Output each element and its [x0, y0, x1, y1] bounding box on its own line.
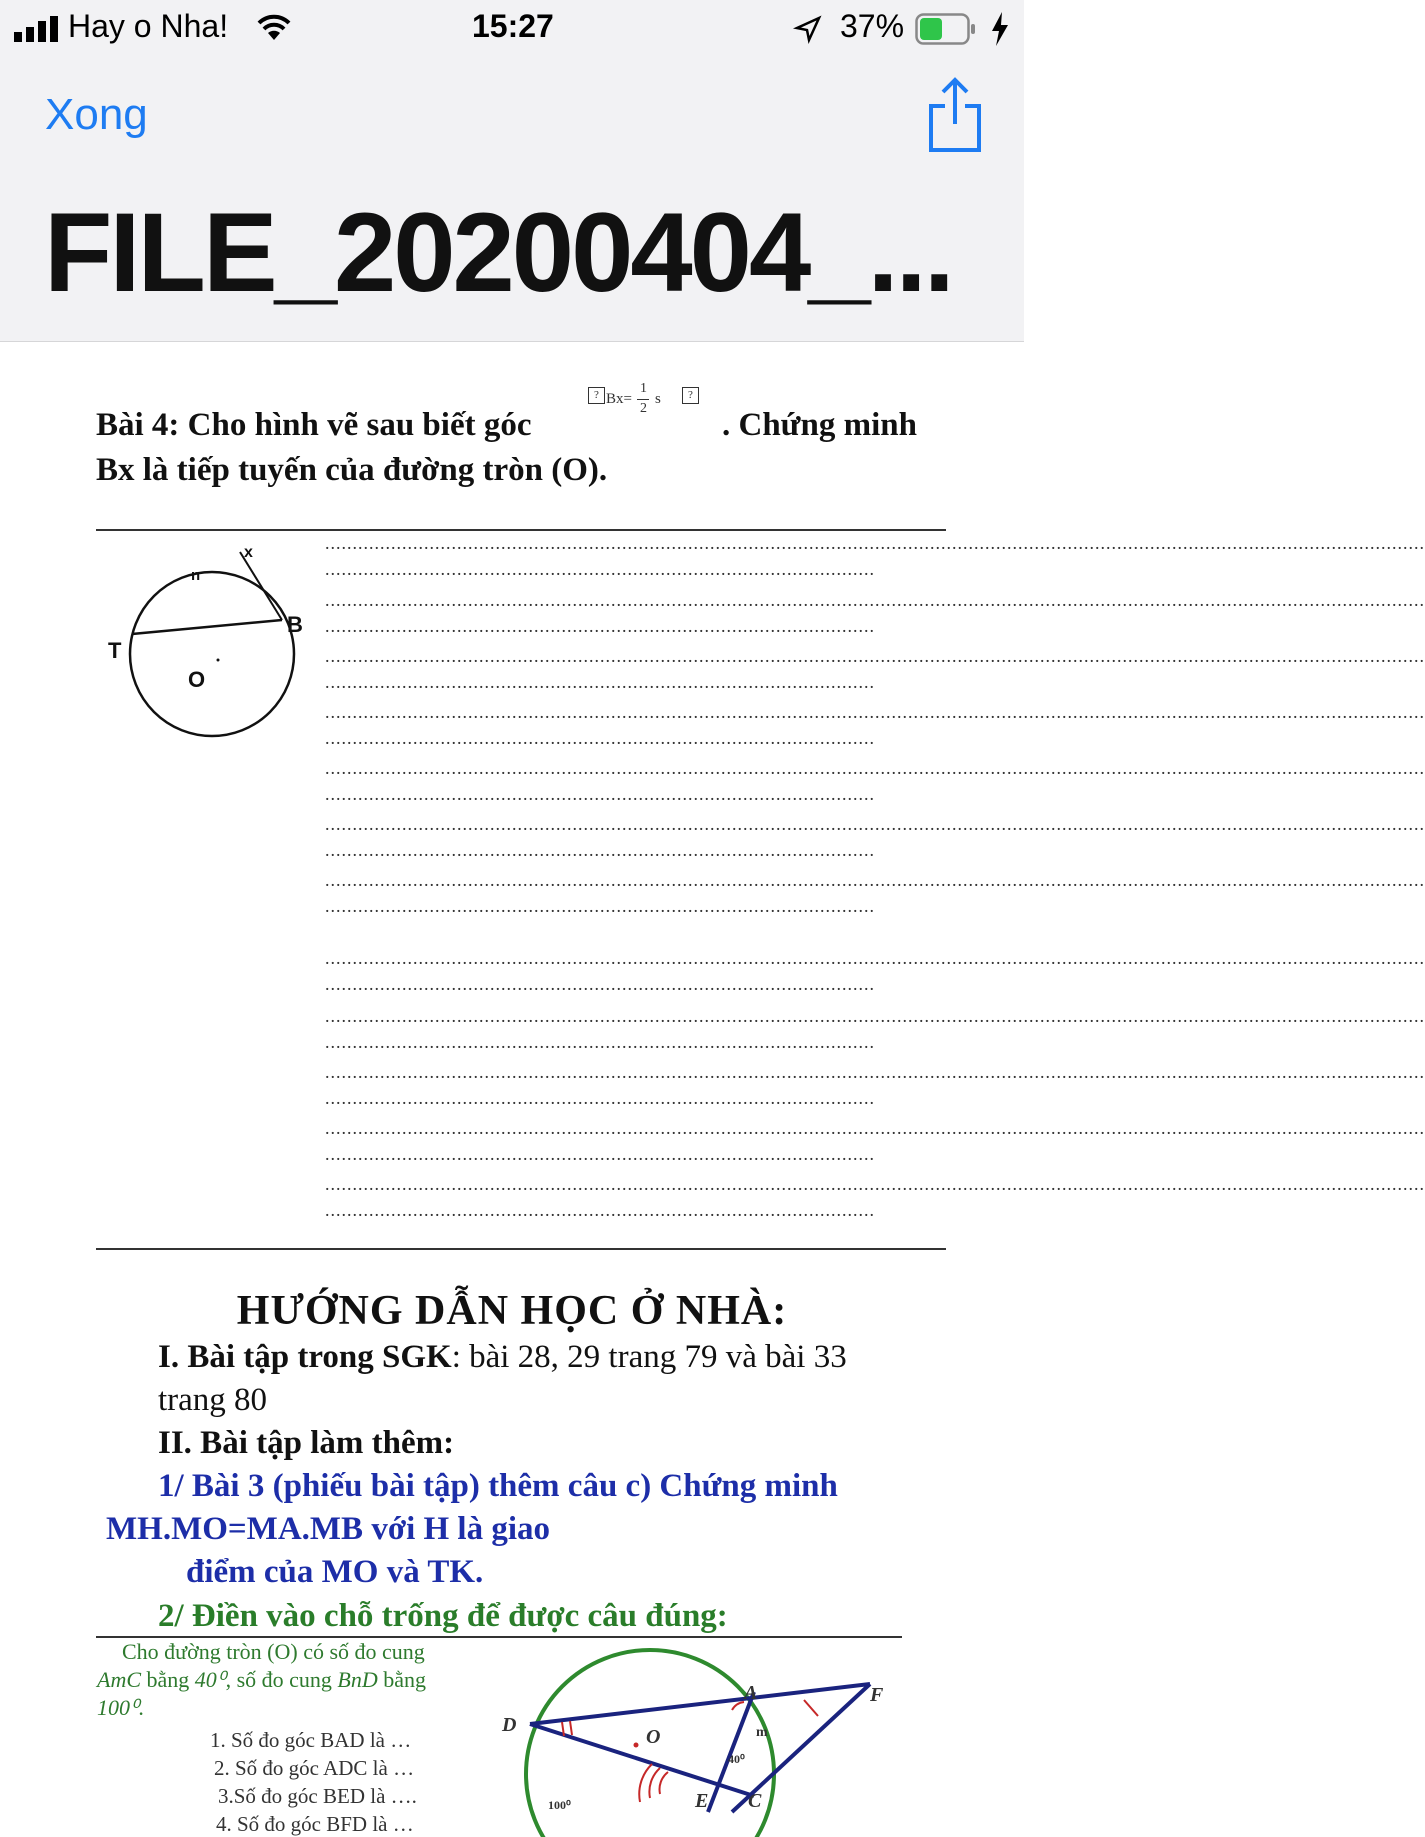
exercise-1-line-1: 1/ Bài 3 (phiếu bài tập) thêm câu c) Chứng minh [158, 1468, 838, 1504]
fig2-label-c: C [748, 1790, 762, 1812]
dotted-line-short: .................................................................................................... [325, 672, 875, 692]
text-so-do-cung: , số đo cung [225, 1667, 338, 1692]
dotted-line: ........................................................................................................................................................................................................ [325, 814, 1425, 834]
divider-exercise [96, 1636, 902, 1638]
dotted-line-short: .................................................................................................... [325, 616, 875, 636]
dotted-line-short: .................................................................................................... [325, 1144, 875, 1164]
clock: 15:27 [472, 8, 554, 44]
done-button[interactable]: Xong [45, 90, 148, 139]
question-4-text: Cho hình vẽ sau biết góc [179, 407, 532, 443]
dotted-line-short: .................................................................................................... [325, 1200, 875, 1220]
formula-s: s [655, 391, 661, 407]
divider-top [96, 529, 946, 531]
wifi-icon [256, 14, 292, 42]
fig2-label-o: O [646, 1726, 661, 1748]
divider-bottom [96, 1248, 946, 1250]
dotted-line: ........................................................................................................................................................................................................ [325, 533, 1425, 553]
dotted-line: ........................................................................................................................................................................................................ [325, 590, 1425, 610]
formula-den: 2 [640, 401, 647, 416]
share-icon[interactable] [925, 76, 985, 154]
homework-item-1-cont: trang 80 [158, 1382, 268, 1418]
dotted-line: ........................................................................................................................................................................................................ [325, 1062, 1425, 1082]
exercise-1-line-2: MH.MO=MA.MB với H là giao [106, 1511, 551, 1547]
question-4-label: Bài 4: [96, 407, 180, 443]
problem-line-3: 100⁰. [97, 1695, 145, 1720]
status-bar [0, 0, 1024, 58]
fig2-label-100: 100⁰ [548, 1798, 571, 1812]
dotted-line: ........................................................................................................................................................................................................ [325, 1006, 1425, 1026]
dotted-line-short: .................................................................................................... [325, 728, 875, 748]
homework-title: HƯỚNG DẪN HỌC Ở NHÀ: [236, 1288, 788, 1334]
location-icon [795, 16, 821, 42]
fig2-label-f: F [870, 1684, 884, 1706]
broken-image-icon: ? [682, 387, 699, 404]
fill-item-4: 4. Số đo góc BFD là … [216, 1812, 414, 1836]
dotted-line-short: .................................................................................................... [325, 784, 875, 804]
value-40: 40⁰ [194, 1667, 226, 1692]
geometry-figure-2 [500, 1644, 920, 1820]
question-4-line-2: Bx là tiếp tuyến của đường tròn (O). [96, 452, 608, 488]
dotted-line-short: .................................................................................................... [325, 896, 875, 916]
broken-image-icon: ? [588, 387, 605, 404]
formula-bar [637, 399, 649, 400]
label-o: O [188, 667, 206, 692]
nav-bar [0, 58, 1024, 342]
charging-icon [990, 12, 1010, 46]
problem-line-1: Cho đường tròn (O) có số đo cung [122, 1639, 425, 1664]
signal-icon [14, 16, 62, 42]
circle-figure [100, 542, 310, 742]
formula-image [588, 381, 708, 427]
dotted-line-short: .................................................................................................... [325, 1088, 875, 1108]
arc-amc: AmC [97, 1667, 141, 1692]
dotted-line: ........................................................................................................................................................................................................ [325, 1174, 1425, 1194]
formula-num: 1 [640, 381, 647, 396]
fig2-label-m: m [756, 1725, 768, 1740]
fig2-label-40: 40⁰ [728, 1752, 745, 1766]
battery-icon [915, 13, 977, 45]
dotted-line-short: .................................................................................................... [325, 1032, 875, 1052]
dotted-line: ........................................................................................................................................................................................................ [325, 948, 1425, 968]
fill-item-3: 3.Số đo góc BED là …. [218, 1784, 417, 1808]
dotted-line-short: .................................................................................................... [325, 840, 875, 860]
homework-item-2: II. Bài tập làm thêm: [158, 1425, 455, 1461]
problem-line-2 [97, 1667, 426, 1693]
text-bang: bằng [141, 1667, 195, 1692]
page-title: FILE_20200404_... [44, 190, 952, 315]
exercise-1-line-3: điểm của MO và TK. [186, 1554, 484, 1590]
fill-item-1: 1. Số đo góc BAD là … [210, 1728, 412, 1752]
exercise-2-title: 2/ Điền vào chỗ trống để được câu đúng: [158, 1598, 728, 1634]
fig2-label-d: D [502, 1714, 517, 1736]
text-bang-2: bằng [377, 1667, 427, 1692]
dotted-line: ........................................................................................................................................................................................................ [325, 646, 1425, 666]
dotted-line-short: .................................................................................................... [325, 559, 875, 579]
label-n: n [191, 567, 201, 584]
fig2-label-a: A [744, 1682, 758, 1704]
fig2-label-e: E [695, 1790, 709, 1812]
dotted-line: ........................................................................................................................................................................................................ [325, 870, 1425, 890]
document-view[interactable] [0, 342, 1425, 1836]
question-4-line-1 [96, 407, 531, 444]
dotted-line: ........................................................................................................................................................................................................ [325, 758, 1425, 778]
homework-item-1-label: I. Bài tập trong SGK [158, 1339, 452, 1375]
label-b: B [287, 612, 303, 637]
homework-item-1 [158, 1339, 847, 1376]
formula-sub: Bx= [606, 391, 632, 407]
homework-item-1-text: : bài 28, 29 trang 79 và bài 33 [451, 1339, 847, 1375]
dotted-line: ........................................................................................................................................................................................................ [325, 702, 1425, 722]
battery-percent: 37% [840, 8, 905, 44]
question-4-text-end: . Chứng minh [722, 407, 917, 443]
label-x: x [244, 544, 253, 561]
dotted-line: ........................................................................................................................................................................................................ [325, 1118, 1425, 1138]
label-t: T [108, 638, 122, 663]
fill-item-2: 2. Số đo góc ADC là … [214, 1756, 415, 1780]
carrier-name: Hay o Nha! [68, 8, 229, 44]
arc-bnd: BnD [337, 1667, 378, 1692]
dotted-line-short: .................................................................................................... [325, 974, 875, 994]
